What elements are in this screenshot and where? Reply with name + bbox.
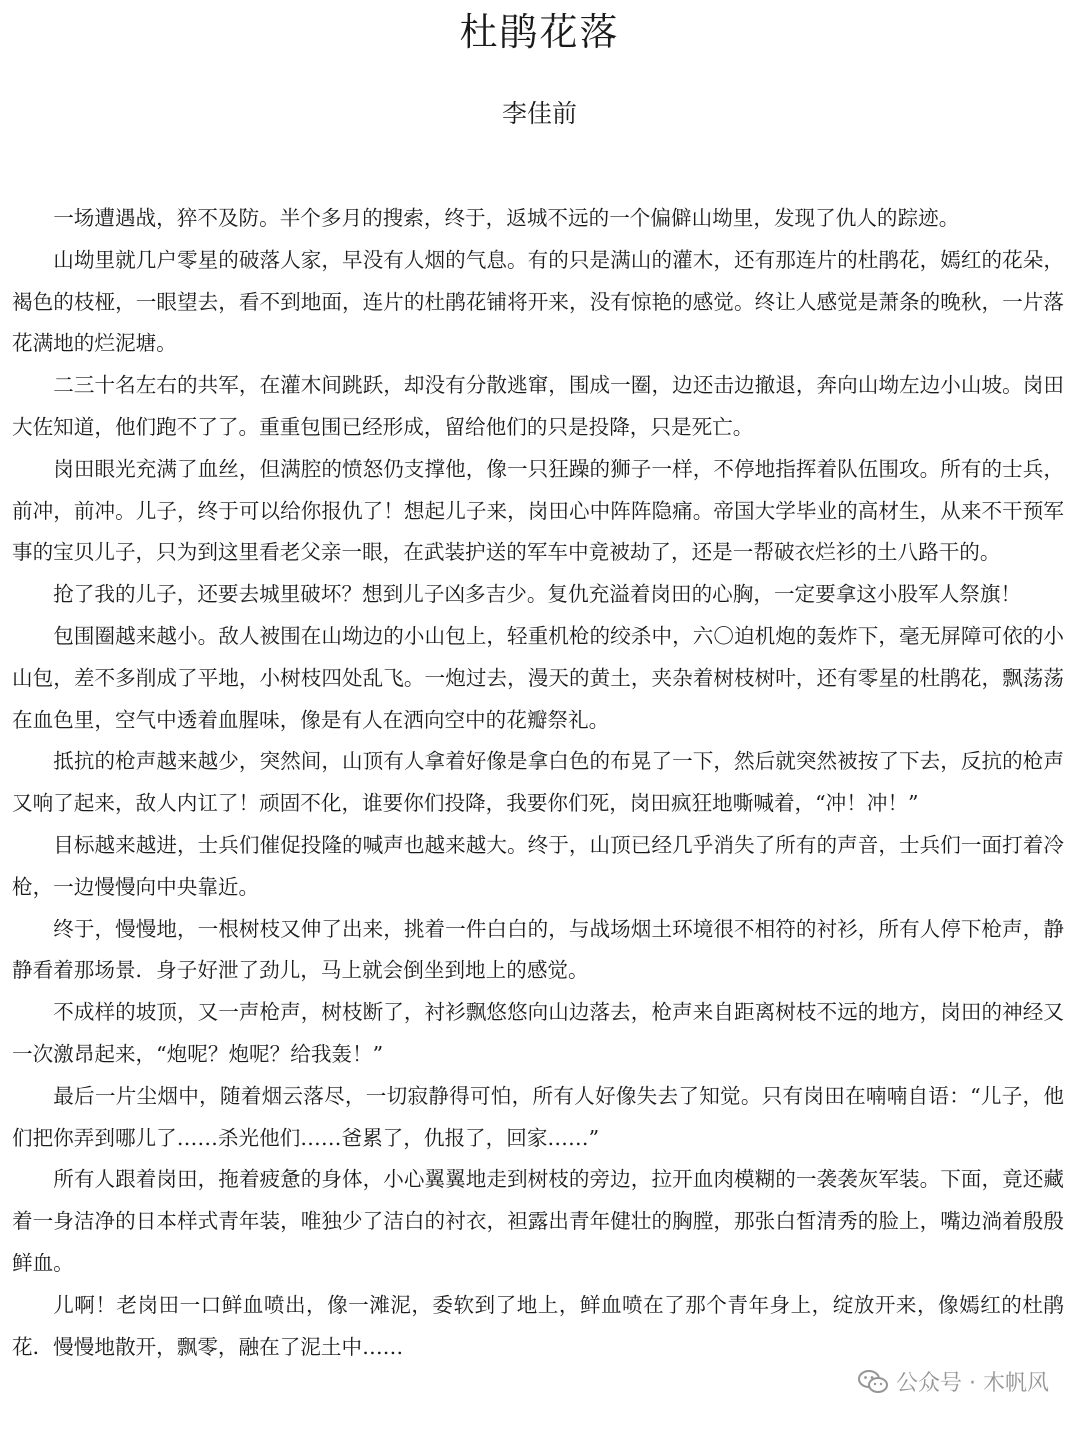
paragraph: 抵抗的枪声越来越少，突然间，山顶有人拿着好像是拿白色的布晃了一下，然后就突然被按了下去，反抗的枪声又响了起来，敌人内讧了！顽固不化，谁要你们投降，我要你们死，岗田疯狂地嘶喊着，“冲！冲！” bbox=[12, 749, 1064, 816]
paragraph: 岗田眼光充满了血丝，但满腔的愤怒仍支撑他，像一只狂躁的狮子一样，不停地指挥着队伍围攻。所有的士兵，前冲，前冲。儿子，终于可以给你报仇了！想起儿子来，岗田心中阵阵隐痛。帝国大学毕业的高材生，从来不干预军事的宝贝儿子，只为到这里看老父亲一眼，在武装护送的军车中竟被劫了，还是一帮破衣烂衫的土八路干的。 bbox=[12, 456, 1064, 565]
paragraph: 儿啊！老岗田一口鲜血喷出，像一滩泥，委软到了地上，鲜血喷在了那个青年身上，绽放开来，像嫣红的杜鹃花．慢慢地散开，飘零，融在了泥土中…… bbox=[12, 1292, 1064, 1359]
document-author: 李佳前 bbox=[501, 99, 577, 128]
document-body bbox=[12, 198, 1064, 1368]
paragraph: 所有人跟着岗田，拖着疲惫的身体，小心翼翼地走到树枝的旁边，拉开血肉模糊的一袭袭灰军装。下面，竟还藏着一身洁净的日本样式青年装，唯独少了洁白的衬衣，袒露出青年健壮的胸膛，那张白皙清秀的脸上，嘴边淌着殷殷鲜血。 bbox=[12, 1167, 1064, 1275]
paragraph: 终于，慢慢地，一根树枝又伸了出来，挑着一件白白的，与战场烟土环境很不相符的衬衫，所有人停下枪声，静静看着那场景．身子好泄了劲儿，马上就会倒坐到地上的感觉。 bbox=[12, 916, 1064, 983]
wechat-official-account-icon bbox=[858, 1369, 888, 1395]
paragraph: 最后一片尘烟中，随着烟云落尽，一切寂静得可怕，所有人好像失去了知觉。只有岗田在喃喃自语：“儿子，他们把你弄到哪儿了……杀光他们……爸累了，仇报了，回家……” bbox=[12, 1083, 1064, 1150]
paragraph: 目标越来越进，士兵们催促投隆的喊声也越来越大。终于，山顶已经几乎消失了所有的声音，士兵们一面打着冷枪，一边慢慢向中央靠近。 bbox=[12, 832, 1064, 899]
paragraph: 不成样的坡顶，又一声枪声，树枝断了，衬衫飘悠悠向山边落去，枪声来自距离树枝不远的地方，岗田的神经又一次激昂起来，“炮呢？炮呢？给我轰！” bbox=[12, 1000, 1064, 1066]
paragraph: 包围圈越来越小。敌人被围在山坳边的小山包上，轻重机枪的绞杀中，六〇迫机炮的轰炸下，毫无屏障可依的小山包，差不多削成了平地，小树枝四处乱飞。一炮过去，漫天的黄土，夹杂着树枝树叶，还有零星的杜鹃花，飘荡荡在血色里，空气中透着血腥味，像是有人在洒向空中的花瓣祭礼。 bbox=[12, 623, 1064, 732]
watermark-text: 公众号 · 木帆风 bbox=[896, 1371, 1049, 1396]
paragraph: 抢了我的儿子，还要去城里破坏？想到儿子凶多吉少。复仇充溢着岗田的心胸，一定要拿这小股军人祭旗！ bbox=[53, 582, 1022, 607]
paragraph: 山坳里就几户零星的破落人家，早没有人烟的气息。有的只是满山的灌木，还有那连片的杜鹃花，嫣红的花朵，褐色的枝桠，一眼望去，看不到地面，连片的杜鹃花铺将开来，没有惊艳的感觉。终让人感觉是萧条的晚秋，一片落花满地的烂泥塘。 bbox=[12, 247, 1064, 356]
document-title: 杜鹃花落 bbox=[459, 10, 620, 54]
watermark bbox=[858, 1366, 1049, 1397]
paragraph: 一场遭遇战，猝不及防。半个多月的搜索，终于，返城不远的一个偏僻山坳里，发现了仇人的踪迹。 bbox=[53, 206, 960, 230]
paragraph: 二三十名左右的共军，在灌木间跳跃，却没有分散逃窜，围成一圈，边还击边撤退，奔向山坳左边小山坡。岗田大佐知道，他们跑不了了。重重包围已经形成，留给他们的只是投降，只是死亡。 bbox=[12, 373, 1064, 439]
